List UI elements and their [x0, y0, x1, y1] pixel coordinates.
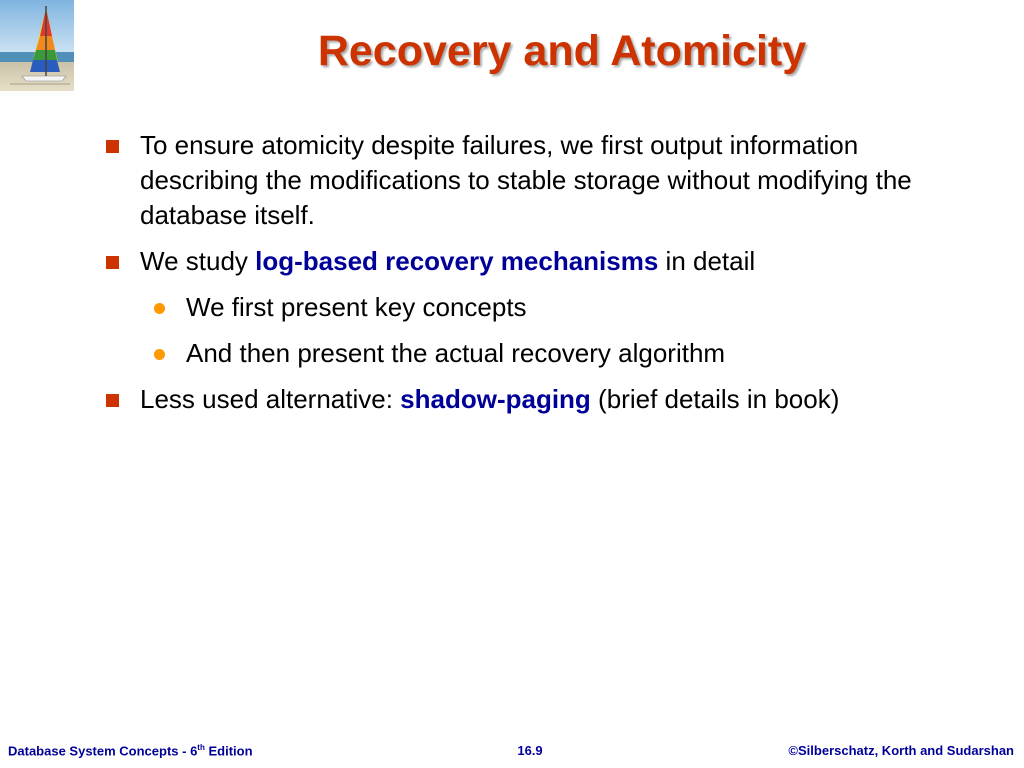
bullet-emphasis: log-based recovery mechanisms — [255, 246, 659, 276]
bullet-item — [104, 382, 964, 417]
footer-book-text: Database System Concepts - 6 — [8, 743, 198, 759]
footer-edition-sup: th — [197, 743, 205, 752]
circle-bullet-icon — [154, 349, 165, 360]
footer-page-number: 16.9 — [517, 743, 543, 758]
bullet-item — [104, 244, 964, 279]
bullet-text-after: (brief details in book) — [590, 384, 840, 414]
sub-bullet-item — [104, 336, 964, 371]
sailboat-logo-icon — [0, 0, 74, 91]
circle-bullet-icon — [154, 303, 165, 314]
footer-book-title — [8, 743, 253, 758]
slide-footer — [0, 736, 1024, 768]
bullet-text: To ensure atomicity despite failures, we first output information describing the modifications to stable storage without modifying the database itself. — [140, 130, 912, 230]
sub-bullet-text: We first present key concepts — [186, 292, 527, 322]
sailboat-image — [0, 0, 74, 91]
slide-title: Recovery and Atomicity — [317, 27, 807, 75]
footer-edition-text: Edition — [204, 743, 253, 759]
bullet-text: We study — [140, 246, 256, 276]
bullet-text: Less used alternative: — [140, 384, 401, 414]
bullet-text-after: in detail — [658, 246, 756, 276]
square-bullet-icon — [106, 394, 119, 407]
sub-bullet-item — [104, 290, 964, 325]
sub-bullet-text: And then present the actual recovery algorithm — [186, 338, 726, 368]
bullet-item — [104, 128, 964, 233]
bullet-emphasis: shadow-paging — [400, 384, 591, 414]
bullet-list — [104, 128, 964, 428]
square-bullet-icon — [106, 140, 119, 153]
footer-copyright: ©Silberschatz, Korth and Sudarshan — [788, 743, 1014, 758]
square-bullet-icon — [106, 256, 119, 269]
